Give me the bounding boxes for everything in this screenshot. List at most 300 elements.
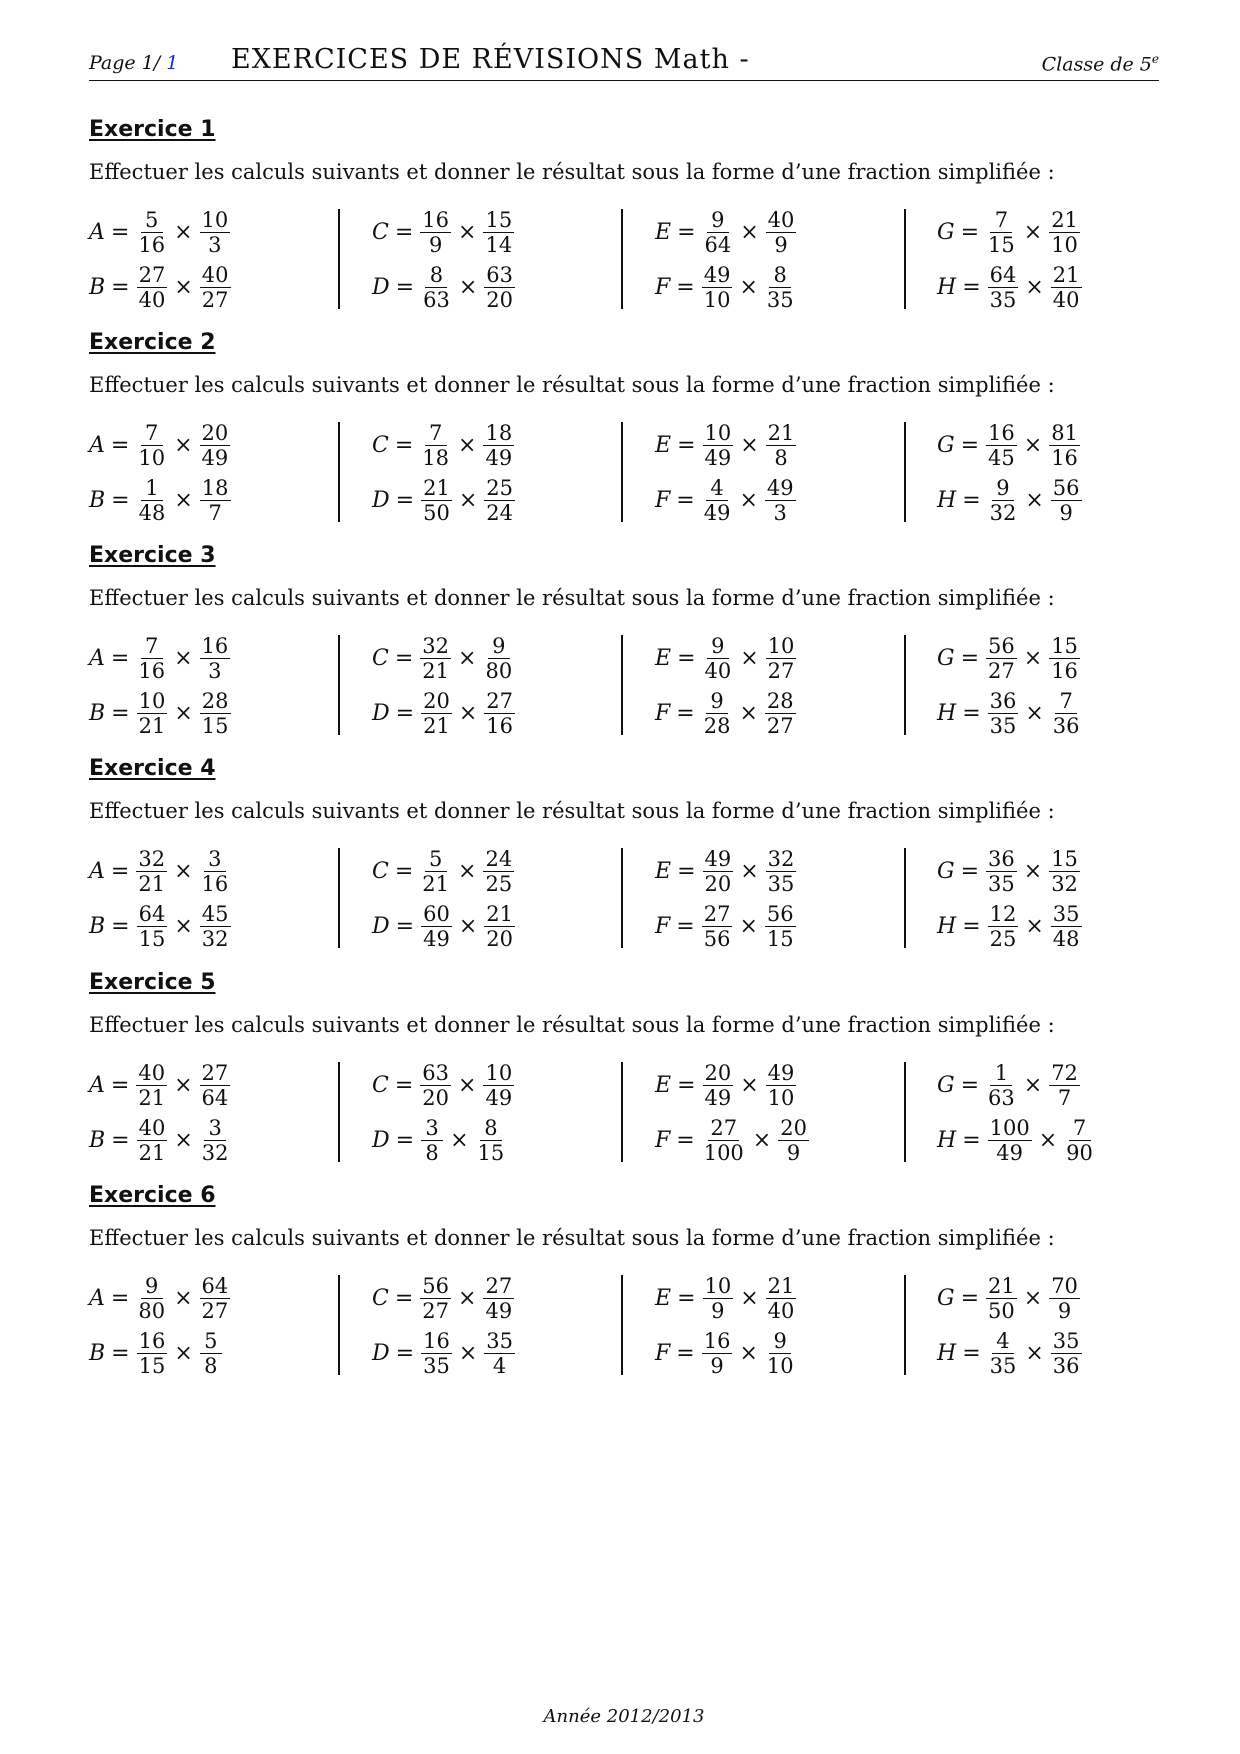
equals-sign: = xyxy=(395,1340,415,1366)
column-divider xyxy=(338,209,340,309)
exercise-title: Exercice 6 xyxy=(89,1183,216,1208)
numerator: 9 xyxy=(707,208,729,233)
calculation-expression xyxy=(89,1326,223,1380)
numerator: 27 xyxy=(703,901,731,926)
numerator: 64 xyxy=(201,1273,229,1298)
fraction xyxy=(484,476,515,525)
denominator: 63 xyxy=(988,1085,1015,1110)
calculation-expression xyxy=(89,418,231,472)
numerator: 16 xyxy=(138,1328,166,1353)
times-sign: × xyxy=(174,645,193,671)
denominator: 16 xyxy=(201,871,229,896)
denominator: 63 xyxy=(423,287,450,312)
calculation-column xyxy=(89,1058,329,1168)
column-divider xyxy=(621,848,623,948)
fraction xyxy=(421,689,452,738)
numerator: 5 xyxy=(141,208,163,233)
numerator: 16 xyxy=(201,633,229,658)
denominator: 3 xyxy=(208,658,222,683)
numerator: 4 xyxy=(706,476,728,501)
calculation-grid xyxy=(89,418,1159,538)
fraction xyxy=(483,634,514,683)
variable-name: E xyxy=(655,432,672,458)
column-divider xyxy=(338,848,340,948)
calculation-expression xyxy=(372,205,515,259)
numerator: 7 xyxy=(141,634,163,659)
fraction xyxy=(988,263,1019,312)
denominator: 9 xyxy=(774,232,788,257)
fraction xyxy=(703,634,734,683)
fraction xyxy=(200,902,231,951)
denominator: 49 xyxy=(703,500,731,525)
denominator: 16 xyxy=(1051,658,1078,683)
denominator: 27 xyxy=(767,658,795,683)
fraction xyxy=(137,1116,168,1165)
variable-name: E xyxy=(655,1072,672,1098)
denominator: 50 xyxy=(423,500,450,525)
numerator: 10 xyxy=(138,688,166,713)
equals-sign: = xyxy=(677,219,696,245)
fraction xyxy=(484,263,515,312)
denominator: 24 xyxy=(486,500,513,525)
equals-sign: = xyxy=(394,1285,414,1311)
denominator: 56 xyxy=(703,926,731,951)
numerator: 64 xyxy=(138,901,166,926)
equals-sign: = xyxy=(110,1072,130,1098)
calculation-expression xyxy=(937,260,1083,314)
fraction xyxy=(200,1329,222,1378)
fraction xyxy=(483,208,514,257)
numerator: 64 xyxy=(989,262,1017,287)
denominator: 49 xyxy=(423,926,450,951)
fraction xyxy=(483,1061,514,1110)
denominator: 64 xyxy=(201,1085,229,1110)
denominator: 40 xyxy=(767,1298,795,1323)
denominator: 40 xyxy=(1052,287,1080,312)
numerator: 72 xyxy=(1051,1060,1078,1085)
numerator: 10 xyxy=(767,633,795,658)
fraction xyxy=(420,208,451,257)
fraction xyxy=(702,476,733,525)
fraction xyxy=(421,1116,443,1165)
equals-sign: = xyxy=(677,858,696,884)
times-sign: × xyxy=(458,1072,477,1098)
times-sign: × xyxy=(740,1072,759,1098)
variable-name: D xyxy=(372,487,390,513)
numerator: 32 xyxy=(138,846,166,871)
denominator: 100 xyxy=(703,1140,744,1165)
calculation-column xyxy=(655,631,895,741)
fraction xyxy=(986,421,1017,470)
denominator: 16 xyxy=(1051,445,1078,470)
variable-name: D xyxy=(372,1340,390,1366)
times-sign: × xyxy=(1023,1285,1043,1311)
calculation-expression xyxy=(937,418,1081,472)
calculation-expression xyxy=(937,631,1081,685)
times-sign: × xyxy=(458,645,477,671)
denominator: 9 xyxy=(428,232,443,257)
fraction xyxy=(702,1329,733,1378)
numerator: 21 xyxy=(1051,207,1078,232)
numerator: 7 xyxy=(990,208,1012,233)
equals-sign: = xyxy=(962,1340,981,1366)
fraction xyxy=(420,847,451,896)
times-sign: × xyxy=(458,432,477,458)
document-title: EXERCICES DE RÉVISIONS Math - xyxy=(231,44,750,75)
fraction xyxy=(1051,476,1082,525)
numerator: 20 xyxy=(780,1115,807,1140)
fraction xyxy=(766,1274,797,1323)
denominator: 35 xyxy=(988,871,1015,896)
calculation-column xyxy=(655,1058,895,1168)
equals-sign: = xyxy=(960,432,980,458)
denominator: 8 xyxy=(774,445,788,470)
calculation-grid xyxy=(89,1058,1159,1178)
column-divider xyxy=(904,209,906,309)
times-sign: × xyxy=(174,432,193,458)
column-divider xyxy=(621,1275,623,1375)
calculation-expression xyxy=(937,473,1083,527)
calculation-expression xyxy=(655,260,797,314)
denominator: 20 xyxy=(486,926,513,951)
numerator: 5 xyxy=(425,847,447,872)
variable-name: H xyxy=(937,1340,957,1366)
calculation-expression xyxy=(937,686,1083,740)
numerator: 18 xyxy=(485,420,513,445)
numerator: 56 xyxy=(988,633,1015,658)
variable-name: B xyxy=(89,1127,106,1153)
numerator: 3 xyxy=(204,847,226,872)
exercise-title: Exercice 1 xyxy=(89,117,216,142)
times-sign: × xyxy=(1025,487,1044,513)
fraction xyxy=(702,263,733,312)
numerator: 8 xyxy=(480,1116,502,1141)
numerator: 15 xyxy=(1051,633,1078,658)
fraction xyxy=(483,847,514,896)
denominator: 27 xyxy=(201,1298,229,1323)
exercise-6 xyxy=(89,1183,1159,1403)
equals-sign: = xyxy=(394,432,414,458)
numerator: 18 xyxy=(201,475,229,500)
calculation-expression xyxy=(655,205,797,259)
calculation-expression xyxy=(655,473,797,527)
calculation-expression xyxy=(655,844,797,898)
variable-name: H xyxy=(937,913,957,939)
column-divider xyxy=(621,209,623,309)
denominator: 16 xyxy=(486,713,513,738)
fraction xyxy=(483,1274,514,1323)
denominator: 21 xyxy=(138,1140,166,1165)
calculation-expression xyxy=(937,1113,1096,1167)
fraction xyxy=(200,208,231,257)
equals-sign: = xyxy=(962,913,981,939)
denominator: 25 xyxy=(485,871,513,896)
equals-sign: = xyxy=(110,219,130,245)
equals-sign: = xyxy=(677,1285,696,1311)
times-sign: × xyxy=(458,1340,478,1366)
denominator: 27 xyxy=(988,658,1015,683)
calculation-expression xyxy=(89,1113,232,1167)
variable-name: B xyxy=(89,274,106,300)
calculation-expression xyxy=(372,844,515,898)
variable-name: A xyxy=(89,645,105,671)
numerator: 32 xyxy=(767,846,795,871)
numerator: 27 xyxy=(486,688,513,713)
fraction xyxy=(703,208,734,257)
variable-name: F xyxy=(655,274,671,300)
times-sign: × xyxy=(739,1340,758,1366)
column-divider xyxy=(338,1275,340,1375)
calculation-grid xyxy=(89,1271,1159,1391)
calculation-column xyxy=(372,1058,612,1168)
times-sign: × xyxy=(740,1285,759,1311)
column-divider xyxy=(621,635,623,735)
times-sign: × xyxy=(174,858,193,884)
calculation-expression xyxy=(89,899,232,953)
numerator: 16 xyxy=(988,420,1015,445)
equals-sign: = xyxy=(111,700,130,726)
fraction xyxy=(766,208,797,257)
calculation-expression xyxy=(655,686,797,740)
denominator: 21 xyxy=(138,713,166,738)
fraction xyxy=(988,1329,1019,1378)
times-sign: × xyxy=(458,487,478,513)
calculation-expression xyxy=(372,473,516,527)
numerator: 40 xyxy=(767,207,795,232)
exercise-instruction: Effectuer les calculs suivants et donner le résultat sous la forme d’une fraction simplifiée : xyxy=(89,160,1055,184)
fraction xyxy=(1051,1329,1082,1378)
numerator: 49 xyxy=(703,262,731,287)
times-sign: × xyxy=(174,700,193,726)
numerator: 21 xyxy=(988,1273,1015,1298)
numerator: 21 xyxy=(767,420,795,445)
fraction xyxy=(1049,1274,1080,1323)
class-label xyxy=(1042,52,1159,75)
denominator: 32 xyxy=(989,500,1017,525)
denominator: 4 xyxy=(492,1353,507,1378)
numerator: 8 xyxy=(425,263,447,288)
numerator: 49 xyxy=(767,1060,795,1085)
times-sign: × xyxy=(1023,219,1043,245)
exercise-instruction: Effectuer les calculs suivants et donner le résultat sous la forme d’une fraction simplifiée : xyxy=(89,586,1055,610)
page-total-link[interactable]: 1 xyxy=(166,52,179,74)
denominator: 15 xyxy=(138,1353,166,1378)
denominator: 20 xyxy=(704,871,732,896)
denominator: 35 xyxy=(766,287,794,312)
calculation-expression xyxy=(655,631,797,685)
denominator: 8 xyxy=(425,1140,439,1165)
equals-sign: = xyxy=(110,1285,130,1311)
equals-sign: = xyxy=(110,858,130,884)
variable-name: B xyxy=(89,1340,106,1366)
variable-name: G xyxy=(937,1285,955,1311)
equals-sign: = xyxy=(394,219,414,245)
fraction xyxy=(136,421,167,470)
variable-name: A xyxy=(89,219,105,245)
variable-name: D xyxy=(372,274,390,300)
calculation-column xyxy=(937,631,1177,741)
equals-sign: = xyxy=(962,487,981,513)
fraction xyxy=(136,208,167,257)
denominator: 49 xyxy=(704,445,732,470)
denominator: 16 xyxy=(138,658,166,683)
numerator: 40 xyxy=(138,1060,166,1085)
exercise-1 xyxy=(89,117,1159,337)
denominator: 35 xyxy=(989,287,1017,312)
calculation-column xyxy=(655,1271,895,1381)
calculation-expression xyxy=(937,844,1081,898)
column-divider xyxy=(904,635,906,735)
denominator: 21 xyxy=(138,871,166,896)
fraction xyxy=(420,1061,451,1110)
column-divider xyxy=(904,1275,906,1375)
calculation-expression xyxy=(89,1058,231,1112)
calculation-expression xyxy=(655,1271,797,1325)
times-sign: × xyxy=(458,700,478,726)
fraction xyxy=(986,208,1017,257)
fraction xyxy=(988,476,1019,525)
calculation-grid xyxy=(89,844,1159,964)
equals-sign: = xyxy=(676,487,695,513)
numerator: 10 xyxy=(704,420,732,445)
equals-sign: = xyxy=(676,1340,695,1366)
calculation-expression xyxy=(937,899,1083,953)
variable-name: G xyxy=(937,858,955,884)
exercise-instruction: Effectuer les calculs suivants et donner le résultat sous la forme d’une fraction simplifiée : xyxy=(89,799,1055,823)
calculation-expression xyxy=(937,1326,1083,1380)
times-sign: × xyxy=(174,1285,193,1311)
denominator: 15 xyxy=(201,713,229,738)
numerator: 45 xyxy=(201,901,229,926)
equals-sign: = xyxy=(960,1072,980,1098)
variable-name: B xyxy=(89,700,106,726)
numerator: 16 xyxy=(703,1328,731,1353)
numerator: 9 xyxy=(488,634,510,659)
fraction xyxy=(1064,1116,1095,1165)
variable-name: H xyxy=(937,274,957,300)
fraction xyxy=(765,263,796,312)
calculation-expression xyxy=(89,205,231,259)
equals-sign: = xyxy=(395,1127,415,1153)
denominator: 49 xyxy=(201,445,229,470)
denominator: 25 xyxy=(989,926,1017,951)
fraction xyxy=(702,902,733,951)
fraction xyxy=(988,902,1019,951)
fraction xyxy=(136,847,167,896)
equals-sign: = xyxy=(676,274,695,300)
times-sign: × xyxy=(1025,274,1044,300)
page-footer: Année 2012/2013 xyxy=(543,1706,705,1727)
fraction xyxy=(484,1329,515,1378)
fraction xyxy=(421,1329,452,1378)
variable-name: F xyxy=(655,487,671,513)
column-divider xyxy=(338,422,340,522)
variable-name: C xyxy=(372,858,389,884)
fraction xyxy=(136,634,167,683)
calculation-expression xyxy=(937,1058,1081,1112)
fraction xyxy=(1049,208,1080,257)
times-sign: × xyxy=(739,274,758,300)
times-sign: × xyxy=(740,219,759,245)
fraction xyxy=(765,1329,796,1378)
numerator: 40 xyxy=(138,1115,166,1140)
fraction xyxy=(702,689,733,738)
calculation-expression xyxy=(372,686,516,740)
numerator: 10 xyxy=(201,207,229,232)
fraction xyxy=(988,1116,1032,1165)
fraction xyxy=(200,847,231,896)
calculation-column xyxy=(937,1058,1177,1168)
denominator: 49 xyxy=(485,445,513,470)
column-divider xyxy=(904,422,906,522)
times-sign: × xyxy=(740,858,759,884)
times-sign: × xyxy=(740,432,759,458)
denominator: 40 xyxy=(704,658,732,683)
page-number xyxy=(89,52,178,74)
column-divider xyxy=(338,1062,340,1162)
fraction xyxy=(200,1061,231,1110)
numerator: 7 xyxy=(425,421,447,446)
numerator: 27 xyxy=(485,1273,513,1298)
denominator: 49 xyxy=(485,1085,513,1110)
variable-name: F xyxy=(655,913,671,939)
variable-name: H xyxy=(937,1127,957,1153)
denominator: 14 xyxy=(485,232,513,257)
page-number-prefix: Page 1/ xyxy=(89,52,167,74)
calculation-column xyxy=(372,205,612,315)
calculation-expression xyxy=(372,1058,515,1112)
denominator: 27 xyxy=(422,1298,450,1323)
denominator: 7 xyxy=(1057,1085,1072,1110)
numerator: 21 xyxy=(486,901,513,926)
calculation-column xyxy=(937,1271,1177,1381)
calculation-expression xyxy=(372,418,515,472)
calculation-column xyxy=(937,205,1177,315)
equals-sign: = xyxy=(676,700,695,726)
equals-sign: = xyxy=(111,274,130,300)
variable-name: C xyxy=(372,432,389,458)
equals-sign: = xyxy=(677,432,696,458)
equals-sign: = xyxy=(111,487,130,513)
equals-sign: = xyxy=(962,274,981,300)
fraction xyxy=(420,634,451,683)
exercise-title: Exercice 3 xyxy=(89,543,216,568)
numerator: 3 xyxy=(421,1116,443,1141)
equals-sign: = xyxy=(111,913,130,939)
calculation-column xyxy=(89,844,329,954)
calculation-expression xyxy=(655,1058,797,1112)
calculation-expression xyxy=(372,631,515,685)
times-sign: × xyxy=(450,1127,469,1153)
denominator: 10 xyxy=(767,1085,795,1110)
numerator: 56 xyxy=(766,901,794,926)
denominator: 15 xyxy=(138,926,166,951)
numerator: 81 xyxy=(1051,420,1078,445)
variable-name: C xyxy=(372,645,389,671)
numerator: 20 xyxy=(423,688,450,713)
numerator: 25 xyxy=(486,475,513,500)
fraction xyxy=(986,847,1017,896)
equals-sign: = xyxy=(676,913,695,939)
fraction xyxy=(1051,263,1082,312)
times-sign: × xyxy=(1023,432,1043,458)
times-sign: × xyxy=(739,913,758,939)
fraction xyxy=(483,421,514,470)
times-sign: × xyxy=(174,219,193,245)
numerator: 56 xyxy=(1052,475,1080,500)
numerator: 15 xyxy=(485,207,513,232)
numerator: 56 xyxy=(422,1273,450,1298)
